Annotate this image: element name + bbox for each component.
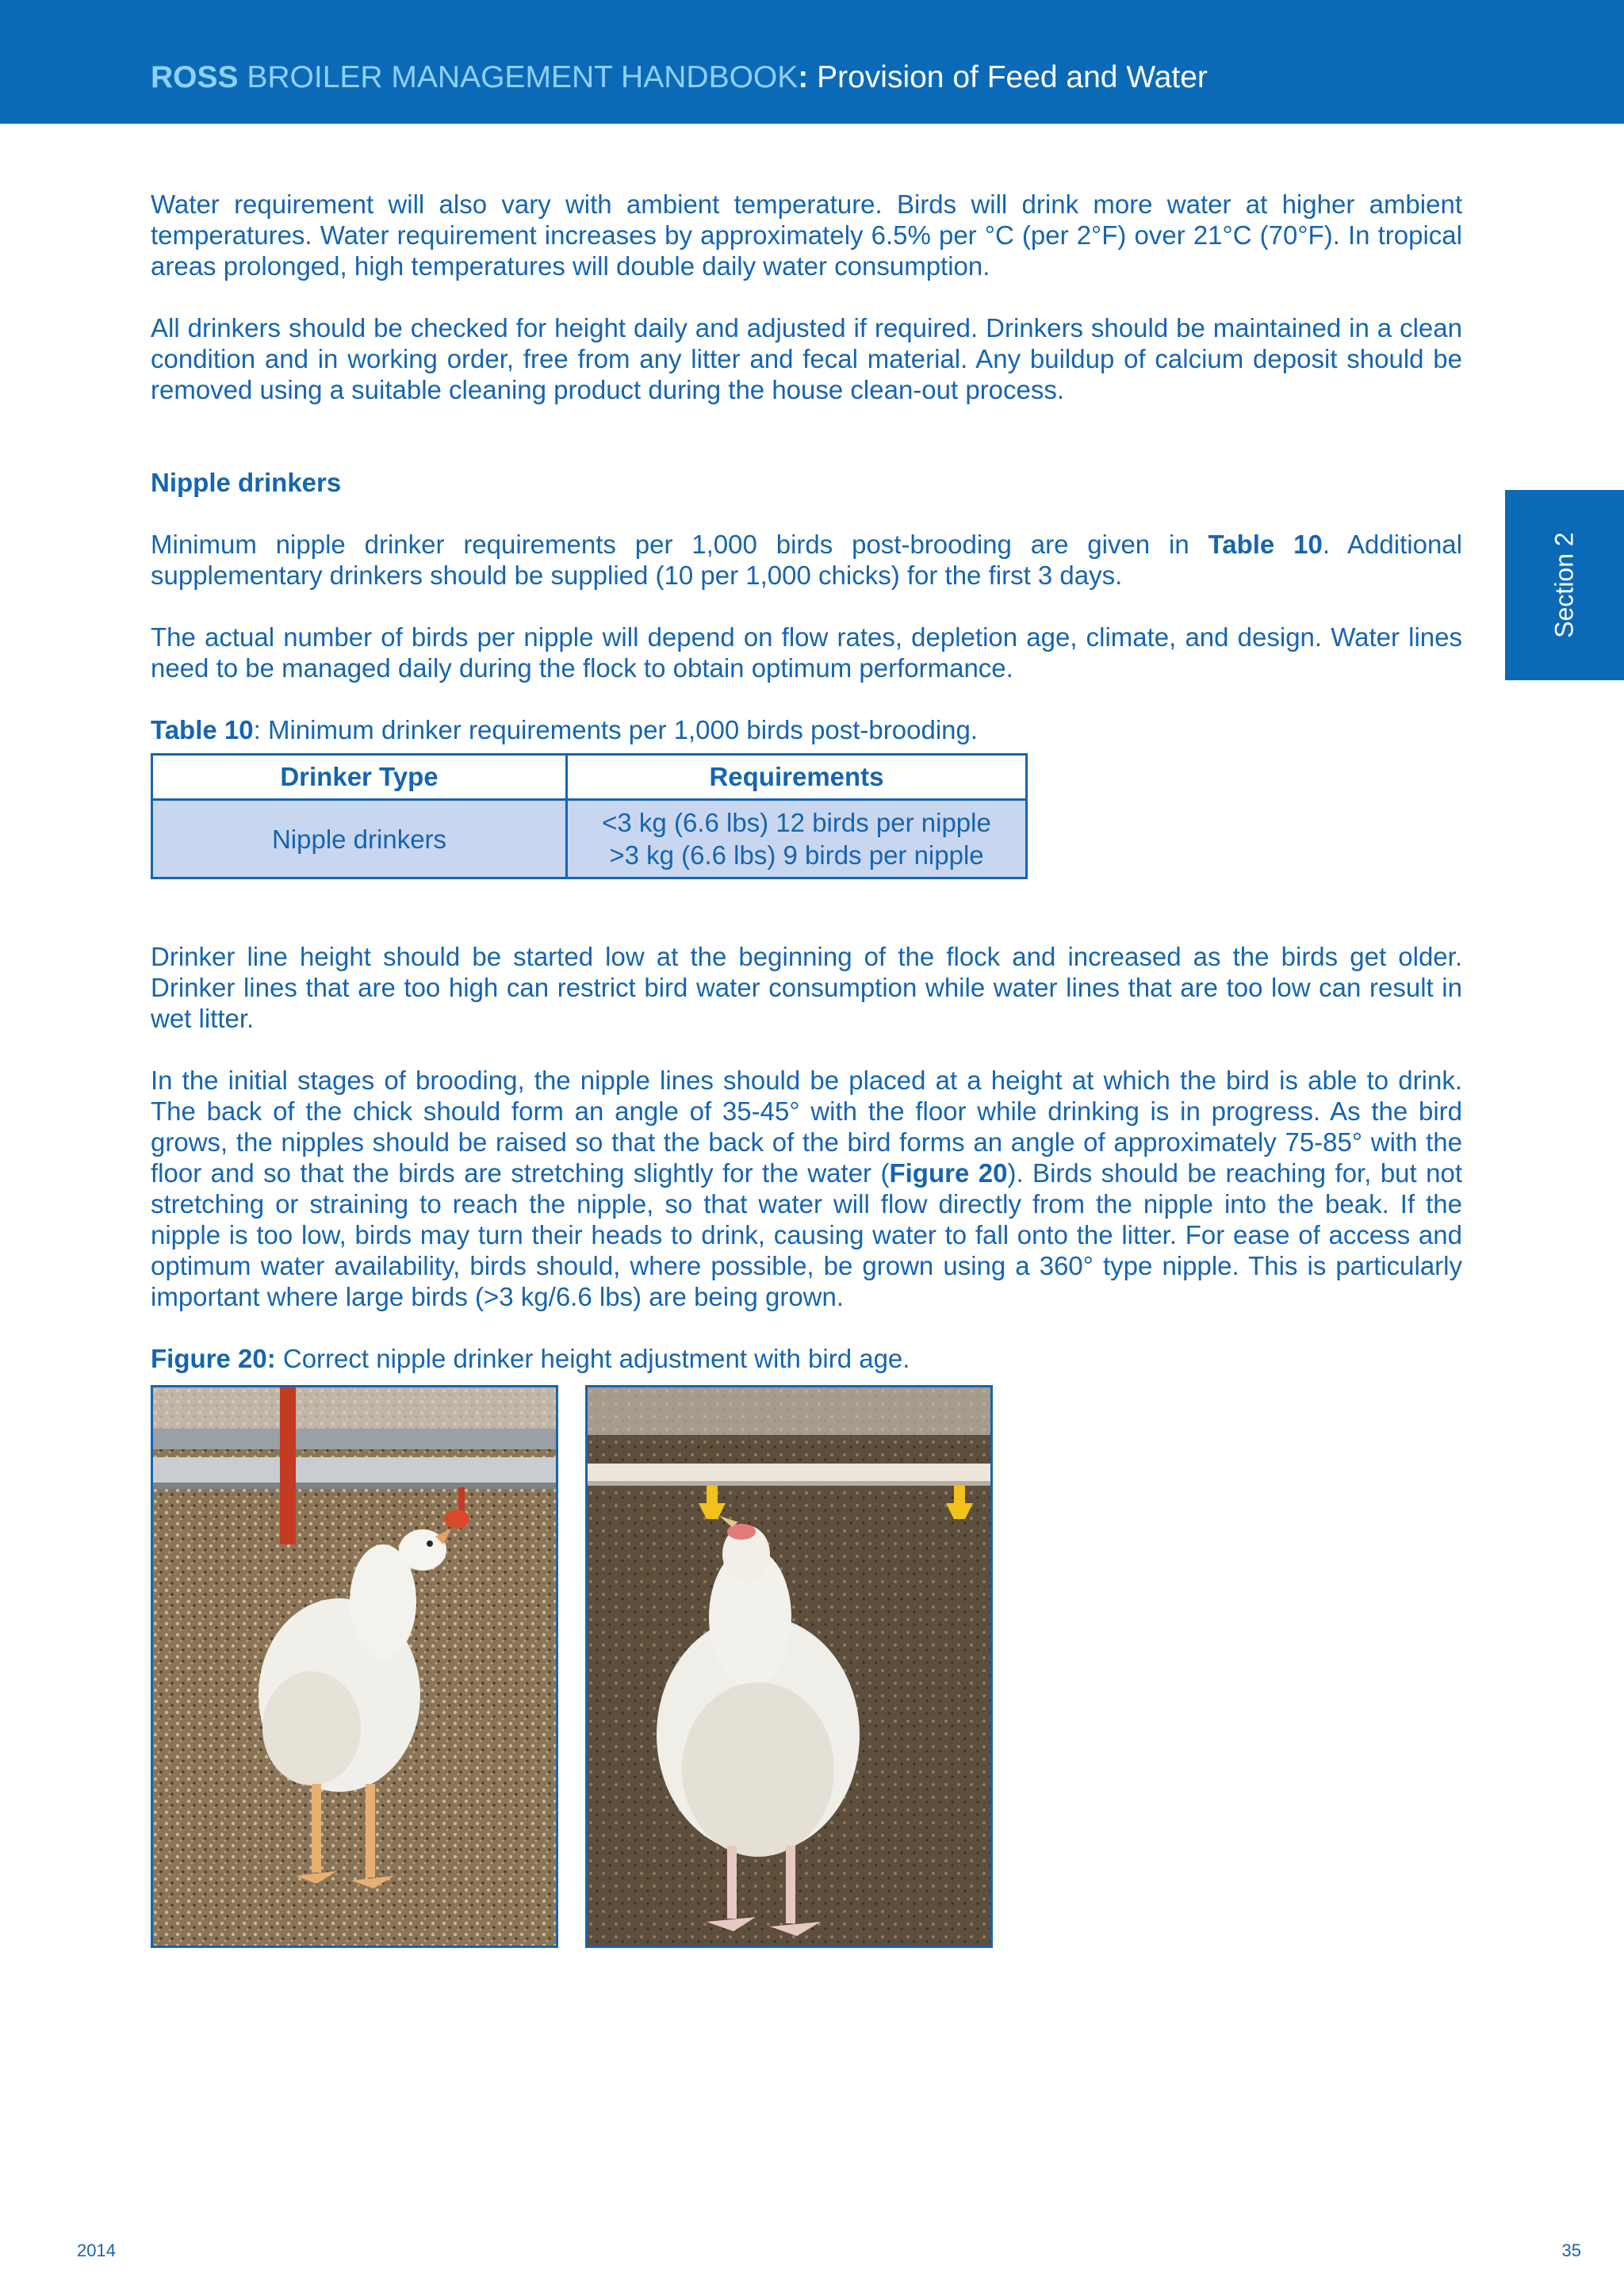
table-header-drinker-type: Drinker Type [152, 755, 567, 800]
table-cell-requirements [567, 800, 1027, 878]
heading-nipple-drinkers: Nipple drinkers [151, 468, 342, 497]
young-chick-illustration [153, 1387, 556, 1946]
table-header-requirements: Requirements [567, 755, 1027, 800]
header-topic: Provision of Feed and Water [808, 60, 1208, 94]
paragraph-drinker-checks: All drinkers should be checked for height daily and adjusted if required. Drinkers should be maintained in a clean condition and in working order, free from any litter and fecal material. Any buildup of calcium deposit should be removed using a suitable cleaning product during the house clean-out process. [151, 313, 1462, 404]
photo-young-chick [151, 1385, 558, 1948]
older-bird-illustration [588, 1387, 990, 1946]
section-tab-label: Section 2 [1549, 532, 1579, 638]
footer-year: 2014 [77, 2241, 116, 2260]
table-row [152, 800, 1027, 878]
requirement-over-3kg: >3 kg (6.6 lbs) 9 birds per nipple [609, 840, 984, 870]
table-caption-label: Table 10 [151, 715, 254, 744]
p3-text-start: Minimum nipple drinker requirements per 1,000 birds post-brooding are given in [151, 530, 1208, 559]
table-cell-drinker-type: Nipple drinkers [152, 800, 567, 878]
paragraph-line-height: Drinker line height should be started low at the beginning of the flock and increased as the birds get older. Drinker lines that are too high can restrict bird water consumption while water lines that are too low can result in wet litter. [151, 942, 1462, 1033]
header-book-title: BROILER MANAGEMENT HANDBOOK [238, 60, 799, 94]
page-content [151, 189, 1462, 1948]
paragraph-ambient-temperature: Water requirement will also vary with ambient temperature. Birds will drink more water at higher ambient temperatures. Water requirement increases by approximately 6.5% per °C (per 2°F) over 21°C (70°F). In tropical areas prolonged, high temperatures will double daily water consumption. [151, 189, 1462, 281]
section-tab [1505, 490, 1624, 680]
paragraph-brooding-height [151, 1065, 1462, 1312]
header-colon: : [798, 60, 809, 94]
p6-text-start: In the initial stages of brooding, the nipple lines should be placed at a height at which the bird is able to drink. The back of the chick should form an angle of 35-45° with the floor while drinking is in progress. As the bird grows, the nipples should be raised so that the back of the bird forms an angle of approximately 75-85° with the floor and so that the birds are stretching slightly for the water ( [151, 1066, 1462, 1188]
table-caption [151, 714, 1462, 745]
figure-caption-text: Correct nipple drinker height adjustment with bird age. [275, 1344, 910, 1373]
table-header-row [152, 755, 1027, 800]
table-caption-text: : Minimum drinker requirements per 1,000 birds post-brooding. [253, 715, 979, 744]
drinker-requirements-table [151, 753, 1028, 879]
figure-caption [151, 1343, 1462, 1374]
p3-text-end: . Additional supplementary drinkers should be supplied (10 per 1,000 chicks) for the first 3 days. [151, 530, 1462, 590]
figure-photos [151, 1385, 1462, 1948]
page-number: 35 [1561, 2241, 1581, 2260]
photo-older-bird [585, 1385, 993, 1948]
requirement-under-3kg: <3 kg (6.6 lbs) 12 birds per nipple [602, 808, 991, 837]
figure-caption-label: Figure 20: [151, 1344, 276, 1373]
p6-text-end: ). Birds should be reaching for, but not stretching or straining to reach the nipple, so that water will flow directly from the nipple into the beak. If the nipple is too low, birds may turn their heads to drink, causing water to fall onto the litter. For ease of access and optimum water availability, birds should, where possible, be grown using a 360° type nipple. This is particularly important where large birds (>3 kg/6.6 lbs) are being grown. [151, 1158, 1462, 1311]
table-10-reference: Table 10 [1208, 530, 1323, 559]
header-title [151, 60, 1208, 95]
paragraph-nipple-requirements [151, 529, 1462, 591]
paragraph-birds-per-nipple: The actual number of birds per nipple will depend on flow rates, depletion age, climate, and design. Water lines need to be managed daily during the flock to obtain optimum performance. [151, 622, 1462, 683]
figure-20-reference: Figure 20 [889, 1158, 1008, 1188]
header-brand: ROSS [151, 60, 239, 94]
page-header [0, 0, 1624, 124]
